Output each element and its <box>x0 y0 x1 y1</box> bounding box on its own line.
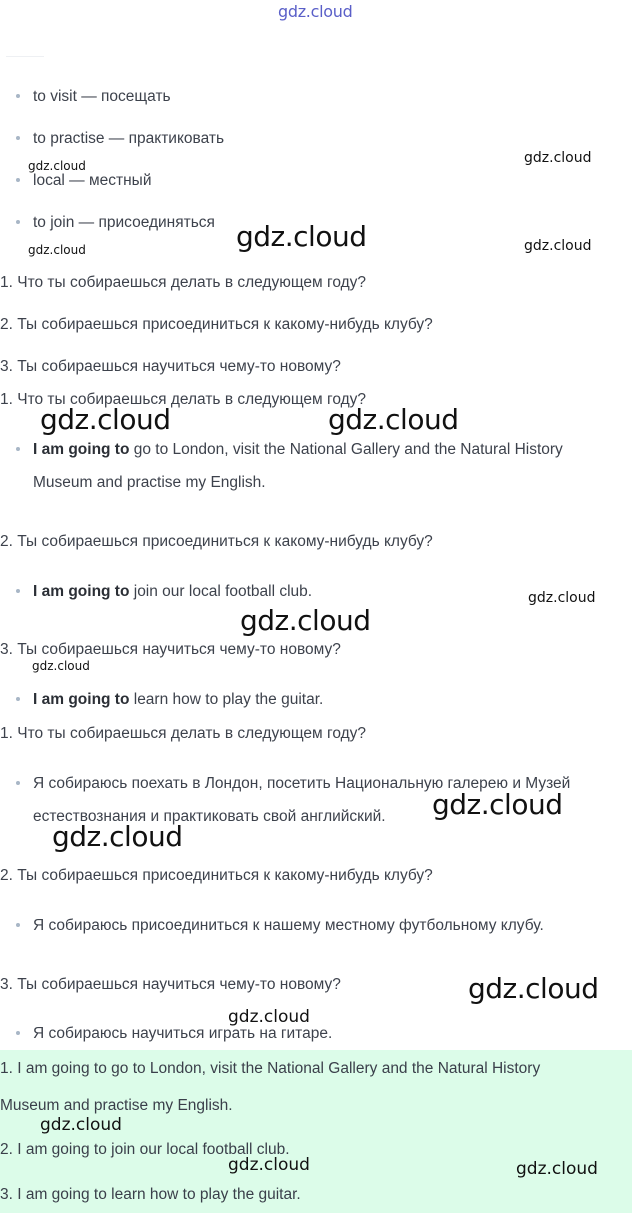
question: 1. Что ты собираешься делать в следующем году? <box>0 725 367 742</box>
watermark: gdz.cloud <box>40 403 171 436</box>
bullet-icon <box>16 220 20 224</box>
question: 1. Что ты собираешься делать в следующем году? <box>0 274 367 291</box>
watermark: gdz.cloud <box>28 159 86 173</box>
question: 3. Ты собираешься научиться чему-то новому? <box>0 358 341 375</box>
bullet-icon <box>16 136 20 140</box>
vocab-item: local — местный <box>16 172 151 190</box>
answer-item: Я собираюсь научиться играть на гитаре. <box>16 1025 332 1043</box>
vocab-item: to visit — посещать <box>16 88 171 106</box>
bullet-icon <box>16 589 20 593</box>
watermark: gdz.cloud <box>524 238 592 254</box>
summary-line: Museum and practise my English. <box>0 1097 233 1114</box>
bullet-icon <box>16 697 20 701</box>
question: 2. Ты собираешься присоединиться к какому-нибудь клубу? <box>0 316 433 333</box>
question: 3. Ты собираешься научиться чему-то новому? <box>0 976 341 993</box>
bullet-icon <box>16 781 20 785</box>
question: 3. Ты собираешься научиться чему-то новому? <box>0 641 341 658</box>
watermark: gdz.cloud <box>524 150 592 166</box>
answer-item: I am going to learn how to play the guitar. <box>16 691 323 709</box>
watermark: gdz.cloud <box>432 788 563 821</box>
answer-continuation: Museum and practise my English. <box>33 474 266 491</box>
watermark: gdz.cloud <box>328 403 459 436</box>
top-divider <box>6 56 44 57</box>
summary-line: 2. I am going to join our local football club. <box>0 1141 290 1158</box>
watermark: gdz.cloud <box>278 2 353 21</box>
watermark: gdz.cloud <box>228 1155 310 1175</box>
bullet-icon <box>16 94 20 98</box>
summary-line: 1. I am going to go to London, visit the National Gallery and the Natural History <box>0 1060 541 1077</box>
watermark: gdz.cloud <box>240 604 371 637</box>
vocab-item: to practise — практиковать <box>16 130 224 148</box>
watermark: gdz.cloud <box>528 590 596 606</box>
summary-line: 3. I am going to learn how to play the guitar. <box>0 1186 301 1203</box>
watermark: gdz.cloud <box>468 972 599 1005</box>
watermark: gdz.cloud <box>28 243 86 257</box>
watermark: gdz.cloud <box>516 1159 598 1179</box>
bullet-icon <box>16 923 20 927</box>
question: 2. Ты собираешься присоединиться к какому-нибудь клубу? <box>0 867 433 884</box>
answer-item: I am going to go to London, visit the National Gallery and the Natural History <box>16 441 563 459</box>
vocab-item: to join — присоединяться <box>16 214 215 232</box>
answer-item: Я собираюсь поехать в Лондон, посетить Национальную галерею и Музей <box>16 775 570 793</box>
watermark: gdz.cloud <box>52 820 183 853</box>
watermark: gdz.cloud <box>236 220 367 253</box>
bullet-icon <box>16 447 20 451</box>
question: 1. Что ты собираешься делать в следующем году? <box>0 391 367 408</box>
answer-item: I am going to join our local football club. <box>16 583 312 601</box>
answer-item: Я собираюсь присоединиться к нашему местному футбольному клубу. <box>16 917 544 935</box>
watermark: gdz.cloud <box>228 1007 310 1027</box>
answer-continuation: естествознания и практиковать свой английский. <box>33 808 386 825</box>
bullet-icon <box>16 178 20 182</box>
watermark: gdz.cloud <box>40 1115 122 1135</box>
bullet-icon <box>16 1031 20 1035</box>
watermark: gdz.cloud <box>32 659 90 673</box>
question: 2. Ты собираешься присоединиться к какому-нибудь клубу? <box>0 533 433 550</box>
